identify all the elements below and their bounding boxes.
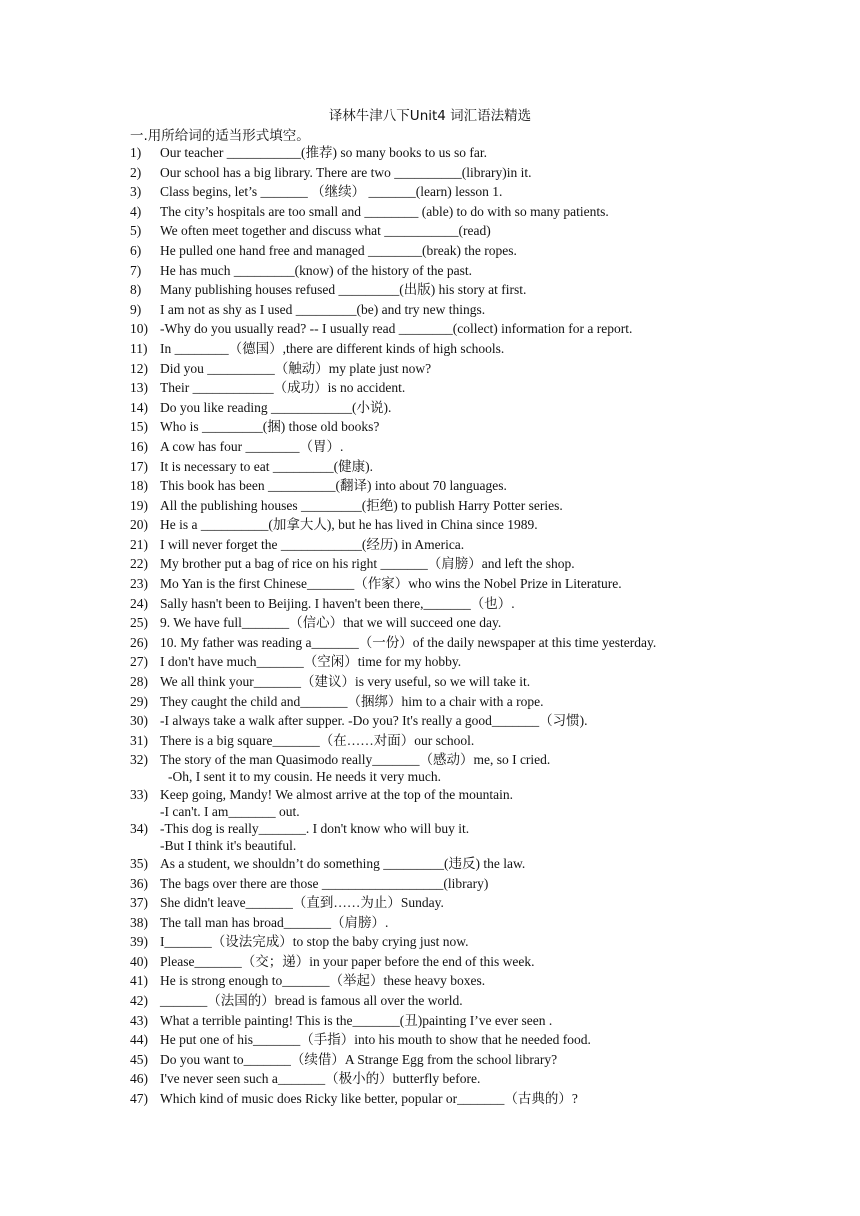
item-line: Class begins, let’s _______ （继续） _______(learn) lesson 1.	[160, 184, 503, 200]
item-number: 14)	[130, 399, 148, 415]
section-heading: 一.用所给词的适当形式填空。	[130, 128, 310, 144]
item-line: He pulled one hand free and managed ________(break) the ropes.	[160, 242, 517, 258]
exercise-item	[130, 262, 750, 282]
item-number: 29)	[130, 693, 148, 709]
item-number: 34)	[130, 821, 148, 837]
item-line: As a student, we shouldn’t do something _________(违反) the law.	[160, 855, 526, 871]
item-number: 46)	[130, 1071, 148, 1087]
item-number: 30)	[130, 713, 148, 729]
exercise-item	[130, 575, 750, 595]
item-text	[160, 614, 750, 631]
item-text	[160, 242, 750, 259]
item-line: Which kind of music does Ricky like better, popular or_______（古典的）?	[160, 1091, 578, 1107]
item-number: 10)	[130, 321, 148, 337]
exercise-item	[130, 183, 750, 203]
item-line: In ________（德国）,there are different kinds of high schools.	[160, 340, 505, 356]
item-number: 2)	[130, 164, 142, 180]
item-number: 27)	[130, 654, 148, 670]
item-number: 37)	[130, 895, 148, 911]
item-line: Who is _________(捆) those old books?	[160, 419, 380, 435]
item-line: Do you want to_______（续借）A Strange Egg from the school library?	[160, 1051, 558, 1067]
item-line: What a terrible painting! This is the_______(丑)painting I’ve ever seen .	[160, 1012, 553, 1028]
item-line: 10. My father was reading a_______（一份）of the daily newspaper at this time yesterday.	[160, 634, 657, 650]
exercise-item	[130, 992, 750, 1012]
exercise-item	[130, 786, 750, 821]
item-text	[160, 933, 750, 950]
item-text	[160, 575, 750, 592]
item-line: -But I think it's beautiful.	[160, 838, 297, 854]
item-text	[160, 693, 750, 710]
exercise-item	[130, 1031, 750, 1051]
item-line: Our school has a big library. There are two __________(library)in it.	[160, 164, 532, 180]
item-line: Their ____________（成功）is no accident.	[160, 380, 406, 396]
exercise-item	[130, 933, 750, 953]
item-line: I_______（设法完成）to stop the baby crying just now.	[160, 934, 469, 950]
item-text	[160, 281, 750, 298]
item-number: 13)	[130, 380, 148, 396]
item-line: The tall man has broad_______（肩膀）.	[160, 914, 389, 930]
item-line: -I always take a walk after supper. -Do you? It's really a good_______（习惯).	[160, 713, 588, 729]
item-text	[160, 555, 750, 572]
exercise-item	[130, 458, 750, 478]
item-line: A cow has four ________（胃）.	[160, 438, 344, 454]
item-line: Our teacher ___________(推荐) so many books to us so far.	[160, 145, 487, 160]
exercise-item	[130, 1012, 750, 1032]
exercise-item	[130, 555, 750, 575]
exercise-item	[130, 320, 750, 340]
item-line: I will never forget the ____________(经历) in America.	[160, 536, 465, 552]
item-text	[160, 320, 750, 337]
item-line: Keep going, Mandy! We almost arrive at the top of the mountain.	[160, 786, 513, 802]
item-number: 25)	[130, 615, 148, 631]
item-text	[160, 144, 750, 161]
item-number: 1)	[130, 145, 142, 160]
item-number: 32)	[130, 752, 148, 768]
item-text	[160, 786, 750, 820]
item-text	[160, 653, 750, 670]
item-number: 47)	[130, 1091, 148, 1107]
item-line: He put one of his_______（手指）into his mouth to show that he needed food.	[160, 1032, 591, 1048]
item-line: It is necessary to eat _________(健康).	[160, 458, 373, 474]
item-text	[160, 301, 750, 318]
item-number: 5)	[130, 223, 142, 239]
exercise-item	[130, 536, 750, 556]
item-line: Please_______（交；递）in your paper before the end of this week.	[160, 953, 535, 969]
item-number: 41)	[130, 973, 148, 989]
exercise-item	[130, 497, 750, 517]
item-text	[160, 379, 750, 396]
exercise-item	[130, 732, 750, 752]
item-line: We all think your_______（建议）is very useful, so we will take it.	[160, 674, 531, 690]
item-line: The city’s hospitals are too small and ________ (able) to do with so many patients.	[160, 203, 609, 219]
exercise-item	[130, 972, 750, 992]
item-text	[160, 1051, 750, 1068]
item-number: 21)	[130, 536, 148, 552]
item-text	[160, 477, 750, 494]
item-line: He is a __________(加拿大人), but he has lived in China since 1989.	[160, 517, 538, 533]
item-line: I've never seen such a_______（极小的）butterfly before.	[160, 1071, 481, 1087]
item-line: He is strong enough to_______（举起）these heavy boxes.	[160, 973, 486, 989]
item-number: 4)	[130, 203, 142, 219]
item-line: I don't have much_______（空闲）time for my hobby.	[160, 654, 462, 670]
exercise-item	[130, 301, 750, 321]
exercise-item	[130, 477, 750, 497]
exercise-item	[130, 673, 750, 693]
item-line: We often meet together and discuss what ___________(read)	[160, 223, 491, 239]
item-number: 9)	[130, 301, 142, 317]
item-number: 11)	[130, 340, 148, 356]
item-text	[160, 732, 750, 749]
exercise-item	[130, 516, 750, 536]
item-line: -Why do you usually read? -- I usually read ________(collect) information for a report.	[160, 321, 633, 337]
exercise-item	[130, 438, 750, 458]
exercise-item	[130, 820, 750, 855]
item-text	[160, 595, 750, 612]
item-number: 7)	[130, 262, 142, 278]
item-number: 24)	[130, 595, 148, 611]
item-line: All the publishing houses _________(拒绝) to publish Harry Potter series.	[160, 497, 563, 513]
exercise-item	[130, 379, 750, 399]
item-line: -I can't. I am_______ out.	[160, 803, 300, 819]
item-text	[160, 712, 750, 729]
item-number: 3)	[130, 184, 142, 200]
exercise-item	[130, 1090, 750, 1110]
exercise-item	[130, 418, 750, 438]
exercise-item	[130, 340, 750, 360]
item-number: 23)	[130, 576, 148, 592]
item-text	[160, 516, 750, 533]
item-line: The story of the man Quasimodo really_______（感动）me, so I cried.	[160, 752, 551, 768]
item-line: I am not as shy as I used _________(be) and try new things.	[160, 301, 486, 317]
item-line: Sally hasn't been to Beijing. I haven't been there,_______（也）.	[160, 595, 515, 611]
item-text	[160, 183, 750, 200]
exercise-item	[130, 595, 750, 615]
item-number: 44)	[130, 1032, 148, 1048]
item-text	[160, 536, 750, 553]
item-number: 36)	[130, 875, 148, 891]
item-text	[160, 1070, 750, 1087]
exercise-item	[130, 360, 750, 380]
item-text	[160, 634, 750, 651]
exercise-item	[130, 634, 750, 654]
item-number: 20)	[130, 517, 148, 533]
exercise-item	[130, 712, 750, 732]
item-text	[160, 458, 750, 475]
exercise-item	[130, 203, 750, 223]
exercise-item	[130, 1070, 750, 1090]
item-line: The bags over there are those __________________(library)	[160, 875, 489, 891]
document-title: 译林牛津八下Unit4 词汇语法精选	[328, 108, 532, 124]
exercise-item	[130, 281, 750, 301]
item-number: 8)	[130, 282, 142, 298]
item-number: 26)	[130, 634, 148, 650]
item-text	[160, 399, 750, 416]
item-number: 17)	[130, 458, 148, 474]
exercise-item	[130, 222, 750, 242]
item-number: 6)	[130, 242, 142, 258]
exercise-item	[130, 855, 750, 875]
item-text	[160, 855, 750, 872]
item-text	[160, 438, 750, 455]
item-text	[160, 1031, 750, 1048]
item-line: 9. We have full_______（信心）that we will succeed one day.	[160, 615, 502, 631]
item-number: 16)	[130, 438, 148, 454]
item-number: 39)	[130, 934, 148, 950]
item-text	[160, 875, 750, 892]
item-line: _______（法国的）bread is famous all over the world.	[160, 993, 463, 1009]
exercise-item	[130, 164, 750, 184]
item-text	[160, 418, 750, 435]
item-text	[160, 751, 750, 785]
item-text	[160, 914, 750, 931]
item-line: There is a big square_______（在……对面）our school.	[160, 732, 475, 748]
item-line: Mo Yan is the first Chinese_______（作家）who wins the Nobel Prize in Literature.	[160, 576, 622, 592]
item-number: 31)	[130, 732, 148, 748]
item-line: Many publishing houses refused _________(出版) his story at first.	[160, 282, 527, 298]
item-text	[160, 894, 750, 911]
item-number: 43)	[130, 1012, 148, 1028]
item-line: -This dog is really_______. I don't know who will buy it.	[160, 821, 470, 837]
item-text	[160, 1012, 750, 1029]
item-text	[160, 164, 750, 181]
item-number: 35)	[130, 855, 148, 871]
exercise-item	[130, 894, 750, 914]
item-text	[160, 222, 750, 239]
item-number: 45)	[130, 1051, 148, 1067]
item-number: 33)	[130, 786, 148, 802]
item-line: This book has been __________(翻译) into about 70 languages.	[160, 478, 507, 494]
exercise-item	[130, 144, 750, 164]
item-text	[160, 992, 750, 1009]
exercise-item	[130, 953, 750, 973]
exercise-item	[130, 653, 750, 673]
item-number: 22)	[130, 556, 148, 572]
exercise-item	[130, 693, 750, 713]
exercise-item	[130, 914, 750, 934]
exercise-item	[130, 875, 750, 895]
item-text	[160, 497, 750, 514]
item-line: He has much _________(know) of the history of the past.	[160, 262, 472, 278]
item-text	[160, 360, 750, 377]
exercise-item	[130, 242, 750, 262]
item-line: They caught the child and_______（捆绑）him to a chair with a rope.	[160, 693, 544, 709]
item-text	[160, 972, 750, 989]
item-line: Do you like reading ____________(小说).	[160, 399, 392, 415]
exercise-item	[130, 614, 750, 634]
item-text	[160, 262, 750, 279]
item-text	[160, 340, 750, 357]
item-text	[160, 673, 750, 690]
item-text	[160, 203, 750, 220]
item-number: 28)	[130, 674, 148, 690]
item-line: Did you __________（触动）my plate just now?	[160, 360, 432, 376]
item-number: 19)	[130, 497, 148, 513]
exercise-item	[130, 1051, 750, 1071]
exercise-list	[130, 144, 750, 1110]
item-number: 15)	[130, 419, 148, 435]
item-number: 12)	[130, 360, 148, 376]
item-number: 40)	[130, 953, 148, 969]
item-line: -Oh, I sent it to my cousin. He needs it very much.	[168, 769, 441, 785]
item-number: 38)	[130, 914, 148, 930]
exercise-item	[130, 751, 750, 786]
exercise-item	[130, 399, 750, 419]
item-text	[160, 820, 750, 854]
item-text	[160, 953, 750, 970]
item-text	[160, 1090, 750, 1107]
item-number: 18)	[130, 478, 148, 494]
item-number: 42)	[130, 993, 148, 1009]
item-line: She didn't leave_______（直到……为止）Sunday.	[160, 895, 444, 911]
item-line: My brother put a bag of rice on his right _______（肩膀）and left the shop.	[160, 556, 575, 572]
